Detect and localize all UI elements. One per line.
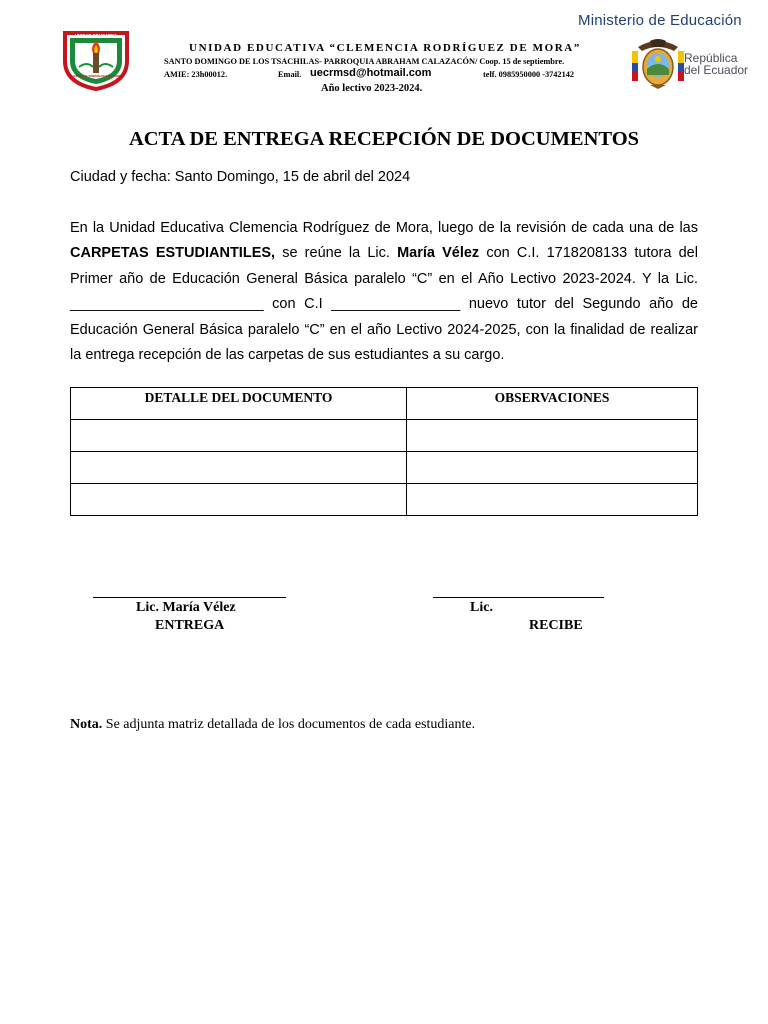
signature-name-recibe: Lic. <box>470 600 493 615</box>
para-text-1: En la Unidad Educativa Clemencia Rodríguez de Mora, luego de la revisión de cada una de las <box>70 220 698 236</box>
para-text-3: con C.I. 1718208133 tutora del Primer año de Educación General Básica paralelo “C” en el Año Lectivo 2023-2024. Y la Lic. ________________________ con C.I ________________ nuevo tutor del Segundo año de Educación General Básica paralelo “C” en el año Lectivo 2024-2025, con la finalidad de realizar la entrega recepción de las carpetas de sus estudiantes a su cargo. <box>70 245 698 364</box>
body-paragraph <box>70 216 698 368</box>
school-logo <box>62 27 130 91</box>
para-bold-folders: CARPETAS ESTUDIANTILES, <box>70 245 276 262</box>
header-document-detail: DETALLE DEL DOCUMENTO <box>71 388 407 420</box>
republica-del-ecuador <box>684 52 748 76</box>
table-cell <box>71 420 407 452</box>
table-cell <box>71 484 407 516</box>
table-row <box>71 420 698 452</box>
email-address: uecrmsd@hotmail.com <box>310 67 432 79</box>
school-name: UNIDAD EDUCATIVA “CLEMENCIA RODRÍGUEZ DE MORA” <box>189 42 581 54</box>
school-logo-text-bottom: CLEMENCIA RODRÍGUEZ DE MORA <box>69 74 123 78</box>
email-label: Email. <box>278 70 302 79</box>
header-observations: OBSERVACIONES <box>407 388 698 420</box>
note-text: Se adjunta matriz detallada de los documentos de cada estudiante. <box>102 717 476 732</box>
republica-line1: República <box>684 51 738 65</box>
note-label: Nota. <box>70 717 103 732</box>
table-header-row <box>71 388 698 420</box>
school-year: Año lectivo 2023-2024. <box>321 83 423 94</box>
amie-code: AMIE: 23h00012. <box>164 70 228 79</box>
ecuador-coat-of-arms-icon <box>630 35 686 91</box>
table-row <box>71 452 698 484</box>
table-cell <box>407 484 698 516</box>
table-cell <box>71 452 407 484</box>
signature-role-entrega: ENTREGA <box>155 618 225 633</box>
table-row <box>71 484 698 516</box>
documents-table <box>70 387 698 516</box>
phone-number: telf. 0985950000 -3742142 <box>483 70 575 79</box>
school-logo-text-top: UNIDAD EDUCATIVA <box>74 33 118 38</box>
signature-line-entrega <box>93 597 286 598</box>
republica-line2: del Ecuador <box>684 63 749 77</box>
school-address: SANTO DOMINGO DE LOS TSACHILAS- PARROQUIA ABRAHAM CALAZACÓN/ Coop. 15 de septiembre. <box>164 57 565 66</box>
document-title: ACTA DE ENTREGA RECEPCIÓN DE DOCUMENTOS <box>128 128 640 150</box>
signature-role-recibe: RECIBE <box>529 618 583 633</box>
city-date: Ciudad y fecha: Santo Domingo, 15 de abril del 2024 <box>70 169 411 185</box>
signature-line-recibe <box>433 597 604 598</box>
para-bold-name: María Vélez <box>397 245 480 262</box>
note <box>70 717 475 733</box>
signature-name-entrega: Lic. María Vélez <box>136 600 236 615</box>
table-cell <box>407 452 698 484</box>
ministry-title: Ministerio de Educación <box>578 12 742 29</box>
table-cell <box>407 420 698 452</box>
para-text-2: se reúne la Lic. <box>275 245 398 262</box>
